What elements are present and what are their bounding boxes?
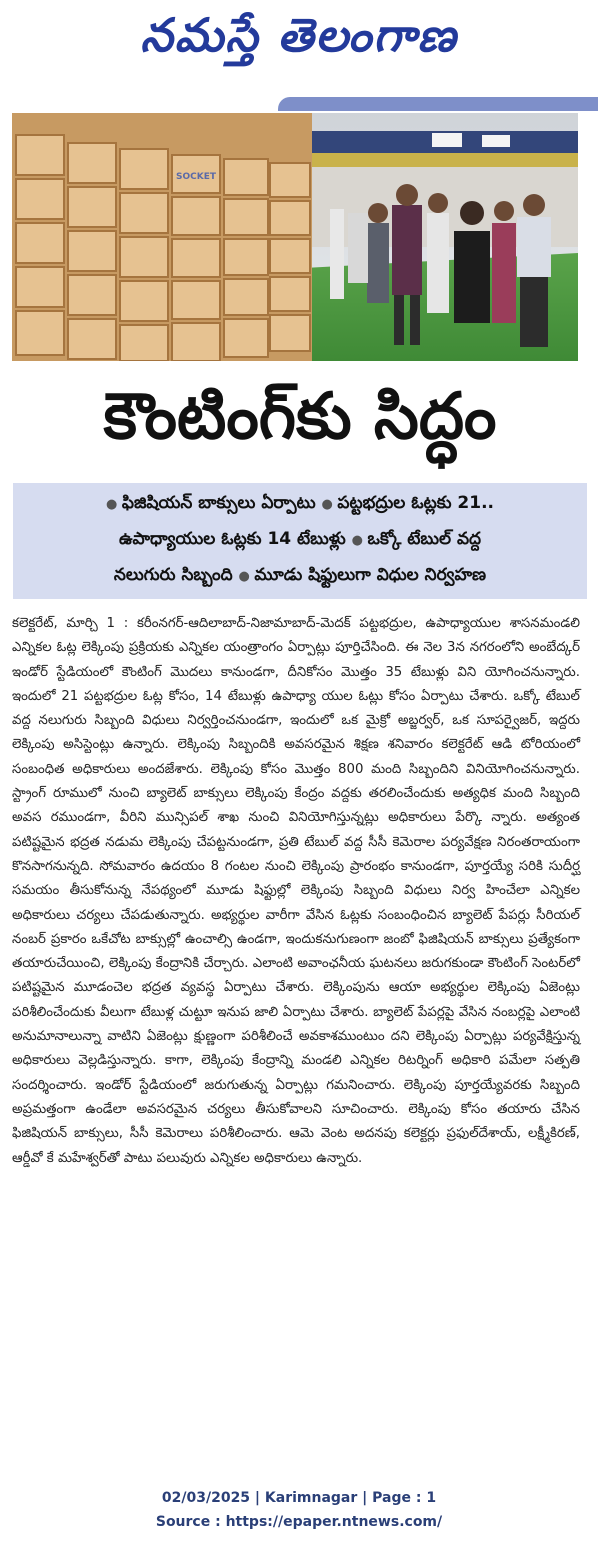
- news-photo: [12, 113, 578, 361]
- deck-bullet: ఒక్కో టేబుల్ వద్ద: [367, 529, 482, 549]
- masthead: [0, 0, 598, 96]
- masthead-accent-bar: [278, 97, 598, 111]
- footer-dateline: 02/03/2025 | Karimnagar | Page : 1: [161, 1490, 437, 1506]
- deck-bullet: నలుగురు సిబ్బంది: [113, 565, 233, 585]
- headline: కౌంటింగ్‌కు సిద్ధం: [103, 380, 497, 454]
- deck-bullet: పట్టభద్రుల ఓట్లకు 21..: [337, 493, 495, 513]
- deck-line-3: [13, 565, 587, 589]
- photo-illustration: [12, 113, 578, 361]
- masthead-title: నమస్తే తెలంగాణ: [140, 8, 458, 62]
- deck-bullet: ఫిజిషియన్ బాక్సులు ఏర్పాటు: [121, 493, 316, 513]
- deck-bullet: మూడు షిఫ్టులుగా విధుల నిర్వహణ: [254, 565, 487, 585]
- bullet-icon: ●: [105, 497, 122, 512]
- deck-line-2: [13, 529, 587, 553]
- bullet-icon: ●: [321, 497, 338, 512]
- deck-line-1: [13, 493, 587, 517]
- bullet-icon: ●: [238, 569, 255, 584]
- deck-bullet: ఉపాధ్యాయుల ఓట్లకు 14 టేబుళ్లు: [118, 529, 346, 549]
- footer-source-link[interactable]: Source : https://epaper.ntnews.com/: [155, 1514, 443, 1530]
- article-body: కలెక్టరేట్, మార్చి 1 : కరీంనగర్-ఆదిలాబాద్-నిజామాబాద్-మెదక్ పట్టభద్రుల, ఉపాధ్యాయుల శాసనమండలి ఎన్నికల ఓట్ల లెక్కింపు ప్రక్రియకు ఎన్నికల యంత్రాంగం ఏర్పాట్లు పూర్తిచేసింది. ఈ నెల 3న నగరంలోని అంబేద్కర్ ఇండోర్ స్టేడియంలో కౌంటింగ్ మొదలు కానుండగా, దీనికోసం మొత్తం 35 టేబుళ్లు విని యోగించనున్నారు. ఇందులో 21 పట్టభద్రుల ఓట్ల కోసం, 14 టేబుళ్లు ఉపాధ్యా యుల ఓట్లు కోసం ఏర్పాటు చేశారు. ఒక్కో టేబుల్ వద్ద నలుగురు సిబ్బంది విధులు నిర్వర్తించనుండగా, ఇందులో ఒక మైక్రో అబ్జర్వర్, ఒక సూపర్వైజర్, ఇద్దరు లెక్కింపు అసిస్టెంట్లు ఉన్నారు. లెక్కింపు సిబ్బందికి అవసరమైన శిక్షణ శనివారం కలెక్టరేట్ ఆడి టోరియంలో సంబంధిత అధికారులు అందజేశారు. లెక్కింపు కోసం మొత్తం 800 మంది సిబ్బందిని వినియోగించనున్నారు. స్ట్రాంగ్ రూములో నుంచి బ్యాలెట్ బాక్సులు లెక్కింపు కేంద్రం వద్దకు తరలించేందుకు అత్యధిక మంది సిబ్బంది అవస రముండగా, వీరిని మున్సిపల్ శాఖ నుంచి వినియోగిస్తున్నట్లు అధికారులు పేర్కొ న్నారు. అత్యంత పటిష్టమైన భద్రత నడుమ లెక్కింపు చేపట్టనుండగా, ప్రతి టేబుల్ వద్ద సీసీ కెమెరాల పర్యవేక్షణ నిరంతరాయంగా కొనసాగనున్నది. సోమవారం ఉదయం 8 గంటల నుంచి లెక్కింపు ప్రారంభం కానుండగా, పూర్తయ్యే సరికి సుదీర్ఘ సమయం తీసుకోనున్న నేపథ్యంలో మూడు షిఫ్టుల్లో లెక్కింపు సిబ్బంది విధులు నిర్వ హించేలా ఎన్నికల అధికారులు చర్యలు చేపడుతున్నారు. అభ్యర్థుల వారీగా వేసిన ఓట్లకు సంబంధించిన బ్యాలెట్ పేపర్లు సీరియల్ నంబర్ ప్రకారం ఒకేచోట బాక్సుల్లో ఉంచాల్సి ఉండగా, ఇందుకనుగుణంగా జంబో ఫిజిషియన్ బాక్సులు ప్రత్యేకంగా తయారుచేయించి, లెక్కింపు కేంద్రానికి చేర్చారు. ఎలాంటి అవాంఛనీయ ఘటనలు జరుగకుండా కౌంటింగ్ సెంటర్‌లో పటిష్టమైన మూడంచెల భద్రత వ్యవస్థ ఏర్పాటు చేశారు. లెక్కింపును ఆయా అభ్యర్థుల లెక్కింపు ఏజెంట్లు పరిశీలించేందుకు వీలుగా టేబుళ్ల చుట్టూ ఇనుప జాలి ఏర్పాటు చేశారు. బ్యాలెట్ పేపర్లపై వేసిన నంబర్లపై ఎలాంటి అనుమానాలున్నా వాటిని ఏజెంట్లు క్షుణ్ణంగా పరిశీలించే అవకాశముంటుం దని లెక్కింపు ఏర్పాట్లు పర్యవేక్షిస్తున్న అధికారులు వెల్లడిస్తున్నారు. కాగా, లెక్కింపు కేంద్రాన్ని మండలి ఎన్నికల రిటర్నింగ్ అధికారి పమేలా సత్పతి సందర్శించారు. ఇండోర్ స్టేడియంలో జరుగుతున్న ఏర్పాట్లు గమనించారు. లెక్కింపు పూర్తయ్యేవరకు సిబ్బంది అప్రమత్తంగా ఉండేలా అవసరమైన చర్యలు తీసుకోవాలని సూచించారు. లెక్కింపు కోసం తయారు చేసిన ఫిజిషియన్ బాక్సులు, సీసీ కెమెరాలు పరిశీలించారు. ఆమె వెంట అదనపు కలెక్టర్లు ప్రఫుల్‌దేశాయ్, లక్ష్మీకిరణ్, ఆర్డీవో కే మహేశ్వర్‌తో పాటు పలువురు ఎన్నికల అధికారులు ఉన్నారు.: [12, 616, 580, 1166]
- bullet-icon: ●: [351, 533, 368, 548]
- deck-highlights: [13, 483, 587, 599]
- box-stencil-text: SOCKET: [176, 172, 216, 182]
